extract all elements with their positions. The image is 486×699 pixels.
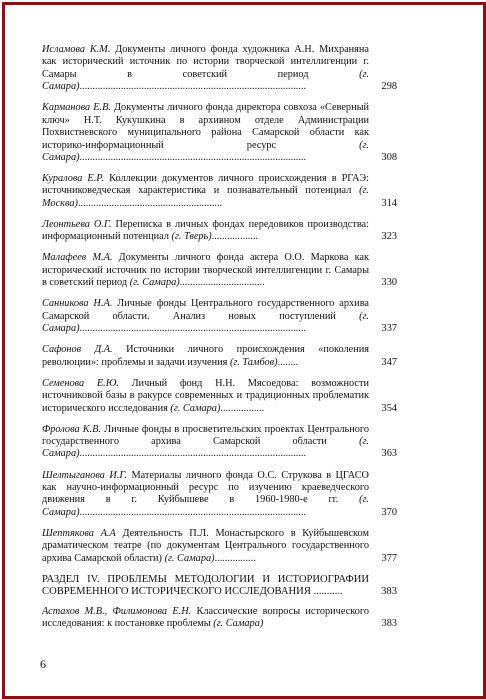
toc-entry[interactable] (42, 424, 397, 461)
entry-author: Астахов М.В., Филимонова Е.Н. (42, 605, 192, 617)
dot-leader: .................. (211, 231, 259, 243)
entry-city: (г. Самара) (164, 552, 215, 564)
entry-page: 330 (381, 277, 397, 289)
entry-city: (г. Самара) (213, 618, 264, 630)
dot-leader: ................. (220, 402, 265, 414)
entry-page: 298 (381, 81, 397, 93)
toc-entry[interactable] (42, 528, 397, 565)
toc-entry[interactable] (42, 344, 397, 369)
entry-title: Документы личного фонда директора совхоза «Северный ключ» Н.Т. Кукушкина в архивном отделе Администрации Похвистневского муниципального района Самарской области как историко-информационный ресурс (42, 102, 370, 151)
entry-author: Фролова К.В. (42, 423, 101, 435)
entry-page: 383 (381, 618, 397, 630)
entry-title: Личный фонд Н.Н. Мясоедова: возможности источниковой базы в ракурсе современных и традиционных проблематик исторического исследования (42, 377, 369, 414)
entry-author: Исламова К.М. (42, 44, 111, 55)
toc-entry[interactable] (42, 378, 397, 415)
entry-city: (г. Самара) (42, 68, 369, 93)
entry-author: Карманова Е.В. (42, 102, 111, 114)
dot-leader: ................................. (179, 277, 265, 289)
entry-author: Леонтьева О.Г. (42, 218, 112, 230)
page-number: 6 (40, 657, 46, 671)
entry-city: (г. Самара) (42, 310, 369, 335)
entry-city: (г. Самара) (42, 494, 369, 518)
entry-author: Сафонов Д.А. (42, 344, 113, 356)
entry-city: (г. Самара) (42, 139, 369, 163)
dot-leader: ................ (214, 552, 256, 564)
entry-title: Деятельность П.Л. Монастырского в Куйбышевском драматическом театре (по документам Центрального государственного архива Самарской области) (42, 527, 370, 564)
entry-page: 314 (381, 197, 397, 209)
section-page: 383 (381, 586, 397, 598)
entry-page: 323 (381, 231, 397, 243)
dot-leader: ........................................................................................ (79, 448, 307, 460)
entry-city: (г. Самара) (129, 277, 180, 289)
toc-entry[interactable] (42, 252, 397, 289)
dot-leader: ........................................................................................ (79, 81, 307, 93)
dot-leader: ........ (277, 356, 299, 368)
dot-leader: ........................................................................................ (79, 506, 307, 518)
entry-city: (г. Самара) (170, 402, 221, 414)
entry-author: Санникова Н.А. (42, 298, 113, 310)
dot-leader: ........................................................................................ (79, 151, 307, 163)
entry-city: (г. Самара) (42, 436, 369, 460)
table-of-contents (42, 44, 397, 639)
entry-title: Личные фонды в просветительских проектах Центрального государственного архива Самарской области (42, 423, 369, 448)
entry-city: (г. Москва) (42, 185, 369, 209)
entry-page: 347 (381, 356, 397, 368)
entry-page: 370 (381, 506, 397, 518)
entry-page: 354 (381, 402, 397, 414)
entry-author: Малафеев М.А. (42, 252, 113, 264)
dot-leader: ........... (313, 586, 343, 598)
toc-entry[interactable] (42, 606, 397, 631)
entry-author: Шелтыганова И.Г. (42, 469, 128, 481)
entry-title: Переписка в личных фондах передовиков производства: информационный потенциал (42, 218, 369, 243)
entry-title: Классические вопросы исторического исследования: к постановке проблемы (42, 605, 369, 630)
entry-title: Документы личного фонда художника А.Н. Михраняна как исторический источник по истории творческой интеллигенции г. Самары в советский период (42, 44, 369, 80)
toc-entry[interactable] (42, 173, 397, 210)
entry-city: (г. Тверь) (171, 231, 212, 243)
entry-author: Семенова Е.Ю. (42, 377, 119, 389)
entry-title: Материалы личного фонда О.С. Струкова в ЦГАСО как научно-информационный ресурс по изучению краеведческого движения в г. Куйбышеве в 1960-1980-е гг. (42, 469, 369, 506)
entry-title: Личные фонды Центрального государственного архива Самарской области. Анализ новых поступлений (42, 298, 369, 322)
entry-city: (г. Тамбов) (229, 356, 278, 368)
entry-title: Коллекции документов личного происхождения в РГАЭ: источниковедческая характеристика и познавательный потенциал (42, 173, 369, 197)
section-title: РАЗДЕЛ IV. ПРОБЛЕМЫ МЕТОДОЛОГИИ И ИСТОРИОГРАФИИ СОВРЕМЕННОГО ИСТОРИЧЕСКОГО ИССЛЕДОВАНИЯ (42, 573, 369, 598)
toc-entry[interactable] (42, 44, 397, 94)
toc-entry[interactable] (42, 219, 397, 244)
entry-author: Шептякова А.А (42, 527, 116, 539)
entry-page: 363 (381, 448, 397, 460)
entry-page: 308 (381, 151, 397, 163)
entry-page: 337 (381, 323, 397, 335)
entry-title: Источники личного происхождения «поколения революции»: проблемы и задачи изучения (42, 344, 369, 368)
entry-author: Куралова Е.Р. (42, 173, 105, 185)
entry-title: Документы личного фонда актера О.О. Маркова как исторический источник по истории творческой интеллигенции г. Самары в советский период (42, 252, 369, 289)
dot-leader: ........................................................ (77, 197, 223, 209)
section-heading[interactable] (42, 574, 397, 599)
toc-entry[interactable] (42, 298, 397, 335)
toc-entry[interactable] (42, 102, 397, 164)
dot-leader: ........................................................................................ (79, 323, 307, 335)
entry-page: 377 (381, 552, 397, 564)
toc-entry[interactable] (42, 470, 397, 520)
